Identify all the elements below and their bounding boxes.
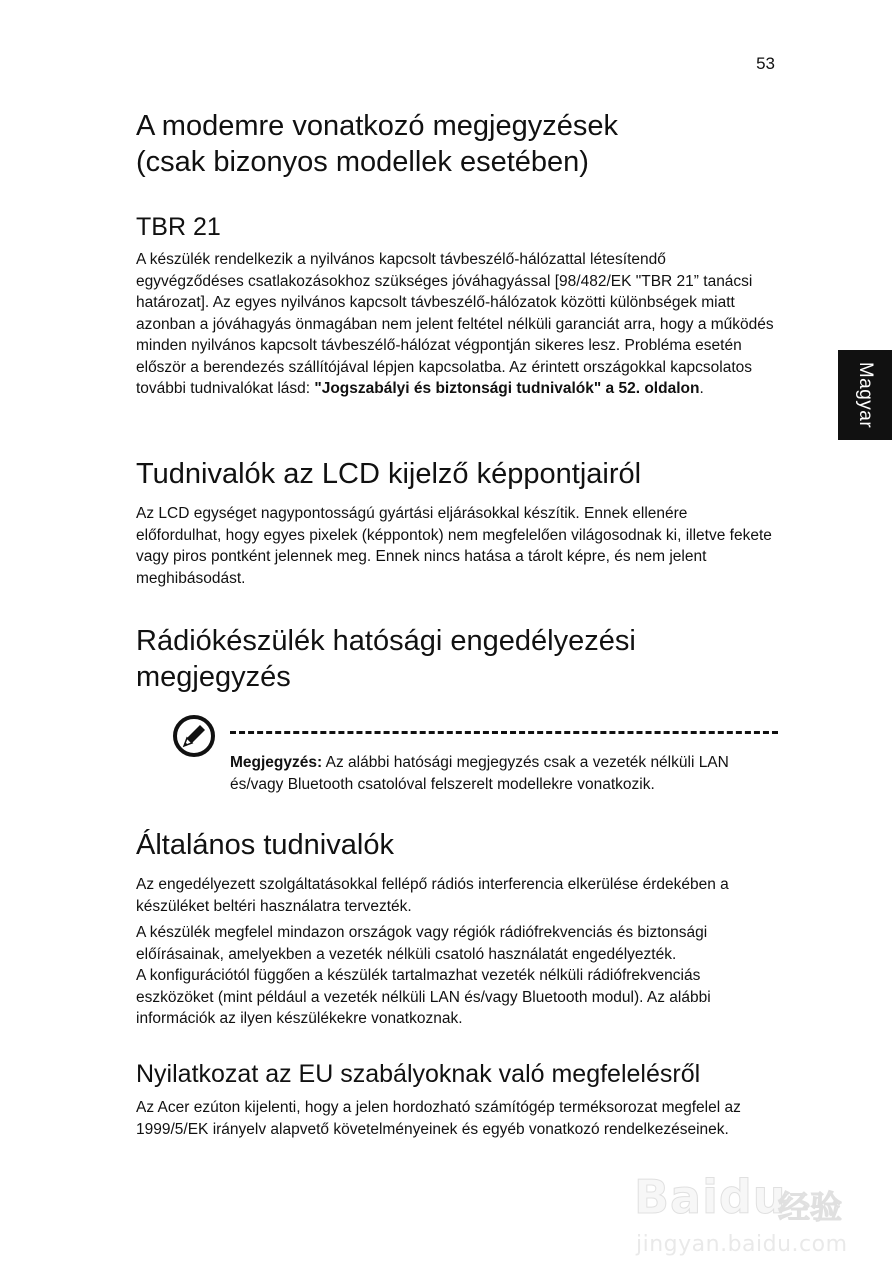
baidu-watermark (628, 1160, 878, 1275)
language-tab-label: Magyar (855, 361, 876, 429)
watermark-cn: 经验 (778, 1188, 843, 1226)
radio-title-line2: megjegyzés (136, 661, 291, 693)
modem-title-line2: (csak bizonyos modellek esetében) (136, 146, 589, 178)
language-tab (838, 350, 892, 440)
lcd-paragraph: Az LCD egységet nagypontosságú gyártási eljárásokkal készítik. Ennek ellenére előfordulhat, hogy egyes pixelek (képpontok) nem megfelelően világosodnak ki, illetve fekete vagy piros pontként jelennek meg. Ennek nincs hatása a tárolt képre, és nem jelent meghibásodást. (136, 505, 772, 587)
general-section-title: Általános tudnivalók (136, 829, 394, 861)
radio-section-title (136, 623, 776, 695)
radio-title-line1: Rádiókészülék hatósági engedélyezési (136, 625, 636, 657)
general-paragraph-2b: A konfigurációtól függően a készülék tartalmazhat vezeték nélküli rádiófrekvenciás eszközöket (mint például a vezeték nélküli LAN és/vagy Bluetooth modul). Az alábbi információk az ilyen készülékekre vonatkoznak. (136, 967, 711, 1027)
tbr-end: . (699, 380, 704, 397)
eu-title: Nyilatkozat az EU szabályoknak való megfelelésről (136, 1060, 701, 1088)
general-paragraph-2 (136, 922, 776, 1030)
general-paragraph-2a: A készülék megfelel mindazon országok vagy régiók rádiófrekvenciás és biztonsági előírásainak, amelyekben a vezeték nélküli csatoló használatát engedélyezték. (136, 924, 708, 963)
lcd-section-title: Tudnivalók az LCD kijelző képpontjairól (136, 458, 642, 490)
tbr-crossref: "Jogszabályi és biztonsági tudnivalók" a 52. oldalon (314, 380, 700, 397)
note-dashed-separator (230, 731, 778, 734)
tbr-paragraph (136, 249, 776, 400)
tbr-title: TBR 21 (136, 213, 221, 241)
note-paragraph (230, 752, 778, 795)
note-body: Az alábbi hatósági megjegyzés csak a vezeték nélküli LAN és/vagy Bluetooth csatolóval felszerelt modellekre vonatkozik. (230, 754, 729, 793)
note-pen-icon (172, 714, 216, 758)
modem-title-line1: A modemre vonatkozó megjegyzések (136, 110, 618, 142)
tbr-text: A készülék rendelkezik a nyilvános kapcsolt távbeszélő-hálózattal létesítendő egyvégződéses csatlakozásokhoz szükséges jóváhagyással [98/482/EK "TBR 21” tanácsi határozat]. Az egyes nyilvános kapcsolt távbeszélő-hálózatok közötti különbségek miatt azonban a jóváhagyás önmagában nem jelent feltétel nélküli garanciát arra, hogy a működés minden nyilvános kapcsolt távbeszélő-hálózat végpontján sikeres lesz. Probléma esetén először a berendezés szállítójával lépjen kapcsolatba. Az érintett országokkal kapcsolatos további tudnivalókat lásd: (136, 251, 774, 397)
general-paragraph-1: Az engedélyezett szolgáltatásokkal fellépő rádiós interferencia elkerülése érdekében a készüléket beltéri használatra tervezték. (136, 876, 729, 915)
modem-section-title (136, 108, 776, 180)
page-number: 53 (756, 54, 775, 73)
watermark-url: jingyan.baidu.com (636, 1232, 848, 1257)
note-label: Megjegyzés: (230, 754, 323, 771)
watermark-brand: Baidu (634, 1170, 787, 1224)
eu-paragraph: Az Acer ezúton kijelenti, hogy a jelen hordozható számítógép terméksorozat megfelel az 1999/5/EK irányelv alapvető követelményeinek és egyéb vonatkozó rendelkezéseinek. (136, 1099, 741, 1138)
